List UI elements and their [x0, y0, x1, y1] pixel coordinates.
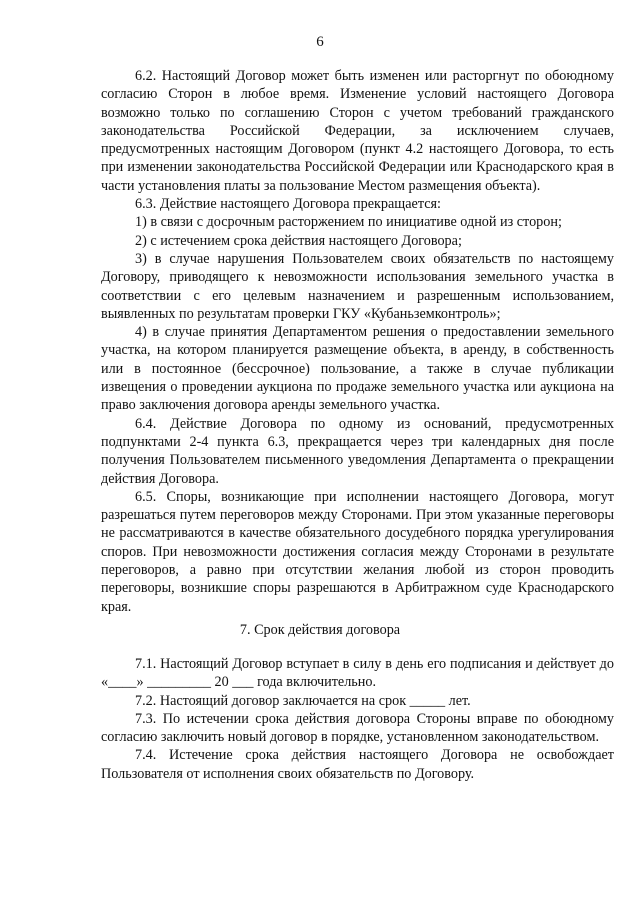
- clause-6-5: 6.5. Споры, возникающие при исполнении настоящего Договора, могут разрешаться путем переговоров между Сторонами. При этом указанные переговоры не рассматриваются в качестве обязательного досудебного порядка урегулирования споров. При невозможности достижения согласия между Сторонами в результате переговоров, а равно при отсутствии желания любой из сторон проводить переговоры, возникшие споры разрешаются в Арбитражном суде Краснодарского края.: [101, 488, 614, 615]
- clause-7-4: 7.4. Истечение срока действия настоящего Договора не освобождает Пользователя от исполнения своих обязательств по Договору.: [101, 747, 614, 782]
- section-7-body: [101, 655, 614, 783]
- clause-6-2: 6.2. Настоящий Договор может быть изменен или расторгнут по обоюдному согласию Сторон в любое время. Изменение условий настоящего Договора возможно только по соглашению Сторон с учетом требований гражданского законодательства Российской Федерации, за исключением случаев, предусмотренных настоящим Договором (пункт 4.2 настоящего Договора, то есть при изменении законодательства Российской Федерации или Краснодарского края в части установления платы за пользование Местом размещения объекта).: [101, 68, 614, 194]
- clause-6-3-item-2: 2) с истечением срока действия настоящего Договора;: [135, 232, 462, 249]
- section-6-body: [101, 67, 614, 616]
- clause-7-1: 7.1. Настоящий Договор вступает в силу в день его подписания и действует до «____» _________ 20 ___ года включительно.: [101, 656, 614, 691]
- clause-6-3-item-4: 4) в случае принятия Департаментом решения о предоставлении земельного участка, на котором планируется размещение объекта, в аренду, в собственность или в постоянное (бессрочное) пользование, а также в случае публикации извещения о проведении аукциона по продаже земельного участка или аукциона на право заключения договора аренды земельного участка.: [101, 324, 614, 414]
- clause-6-3-item-3: 3) в случае нарушения Пользователем своих обязательств по настоящему Договору, приводящего к невозможности использования земельного участка в соответствии с его целевым назначением и разрешенным использованием, выявленных по результатам проверки ГКУ «Кубаньземконтроль»;: [101, 250, 614, 322]
- clause-6-4: 6.4. Действие Договора по одному из оснований, предусмотренных подпунктами 2-4 пункта 6.3, прекращается через три календарных дня после получения Пользователем письменного уведомления Департамента о прекращении действия Договора.: [101, 415, 614, 487]
- clause-6-3-item-1: 1) в связи с досрочным расторжением по инициативе одной из сторон;: [135, 214, 562, 231]
- clause-7-2: 7.2. Настоящий договор заключается на срок _____ лет.: [135, 692, 471, 709]
- clause-6-3: 6.3. Действие настоящего Договора прекращается:: [135, 196, 441, 213]
- clause-7-3: 7.3. По истечении срока действия договора Стороны вправе по обоюдному согласию заключить новый договор в порядке, установленном законодательством.: [101, 710, 614, 746]
- page-number: 6: [316, 34, 324, 50]
- section-7-title: 7. Срок действия договора: [239, 622, 401, 638]
